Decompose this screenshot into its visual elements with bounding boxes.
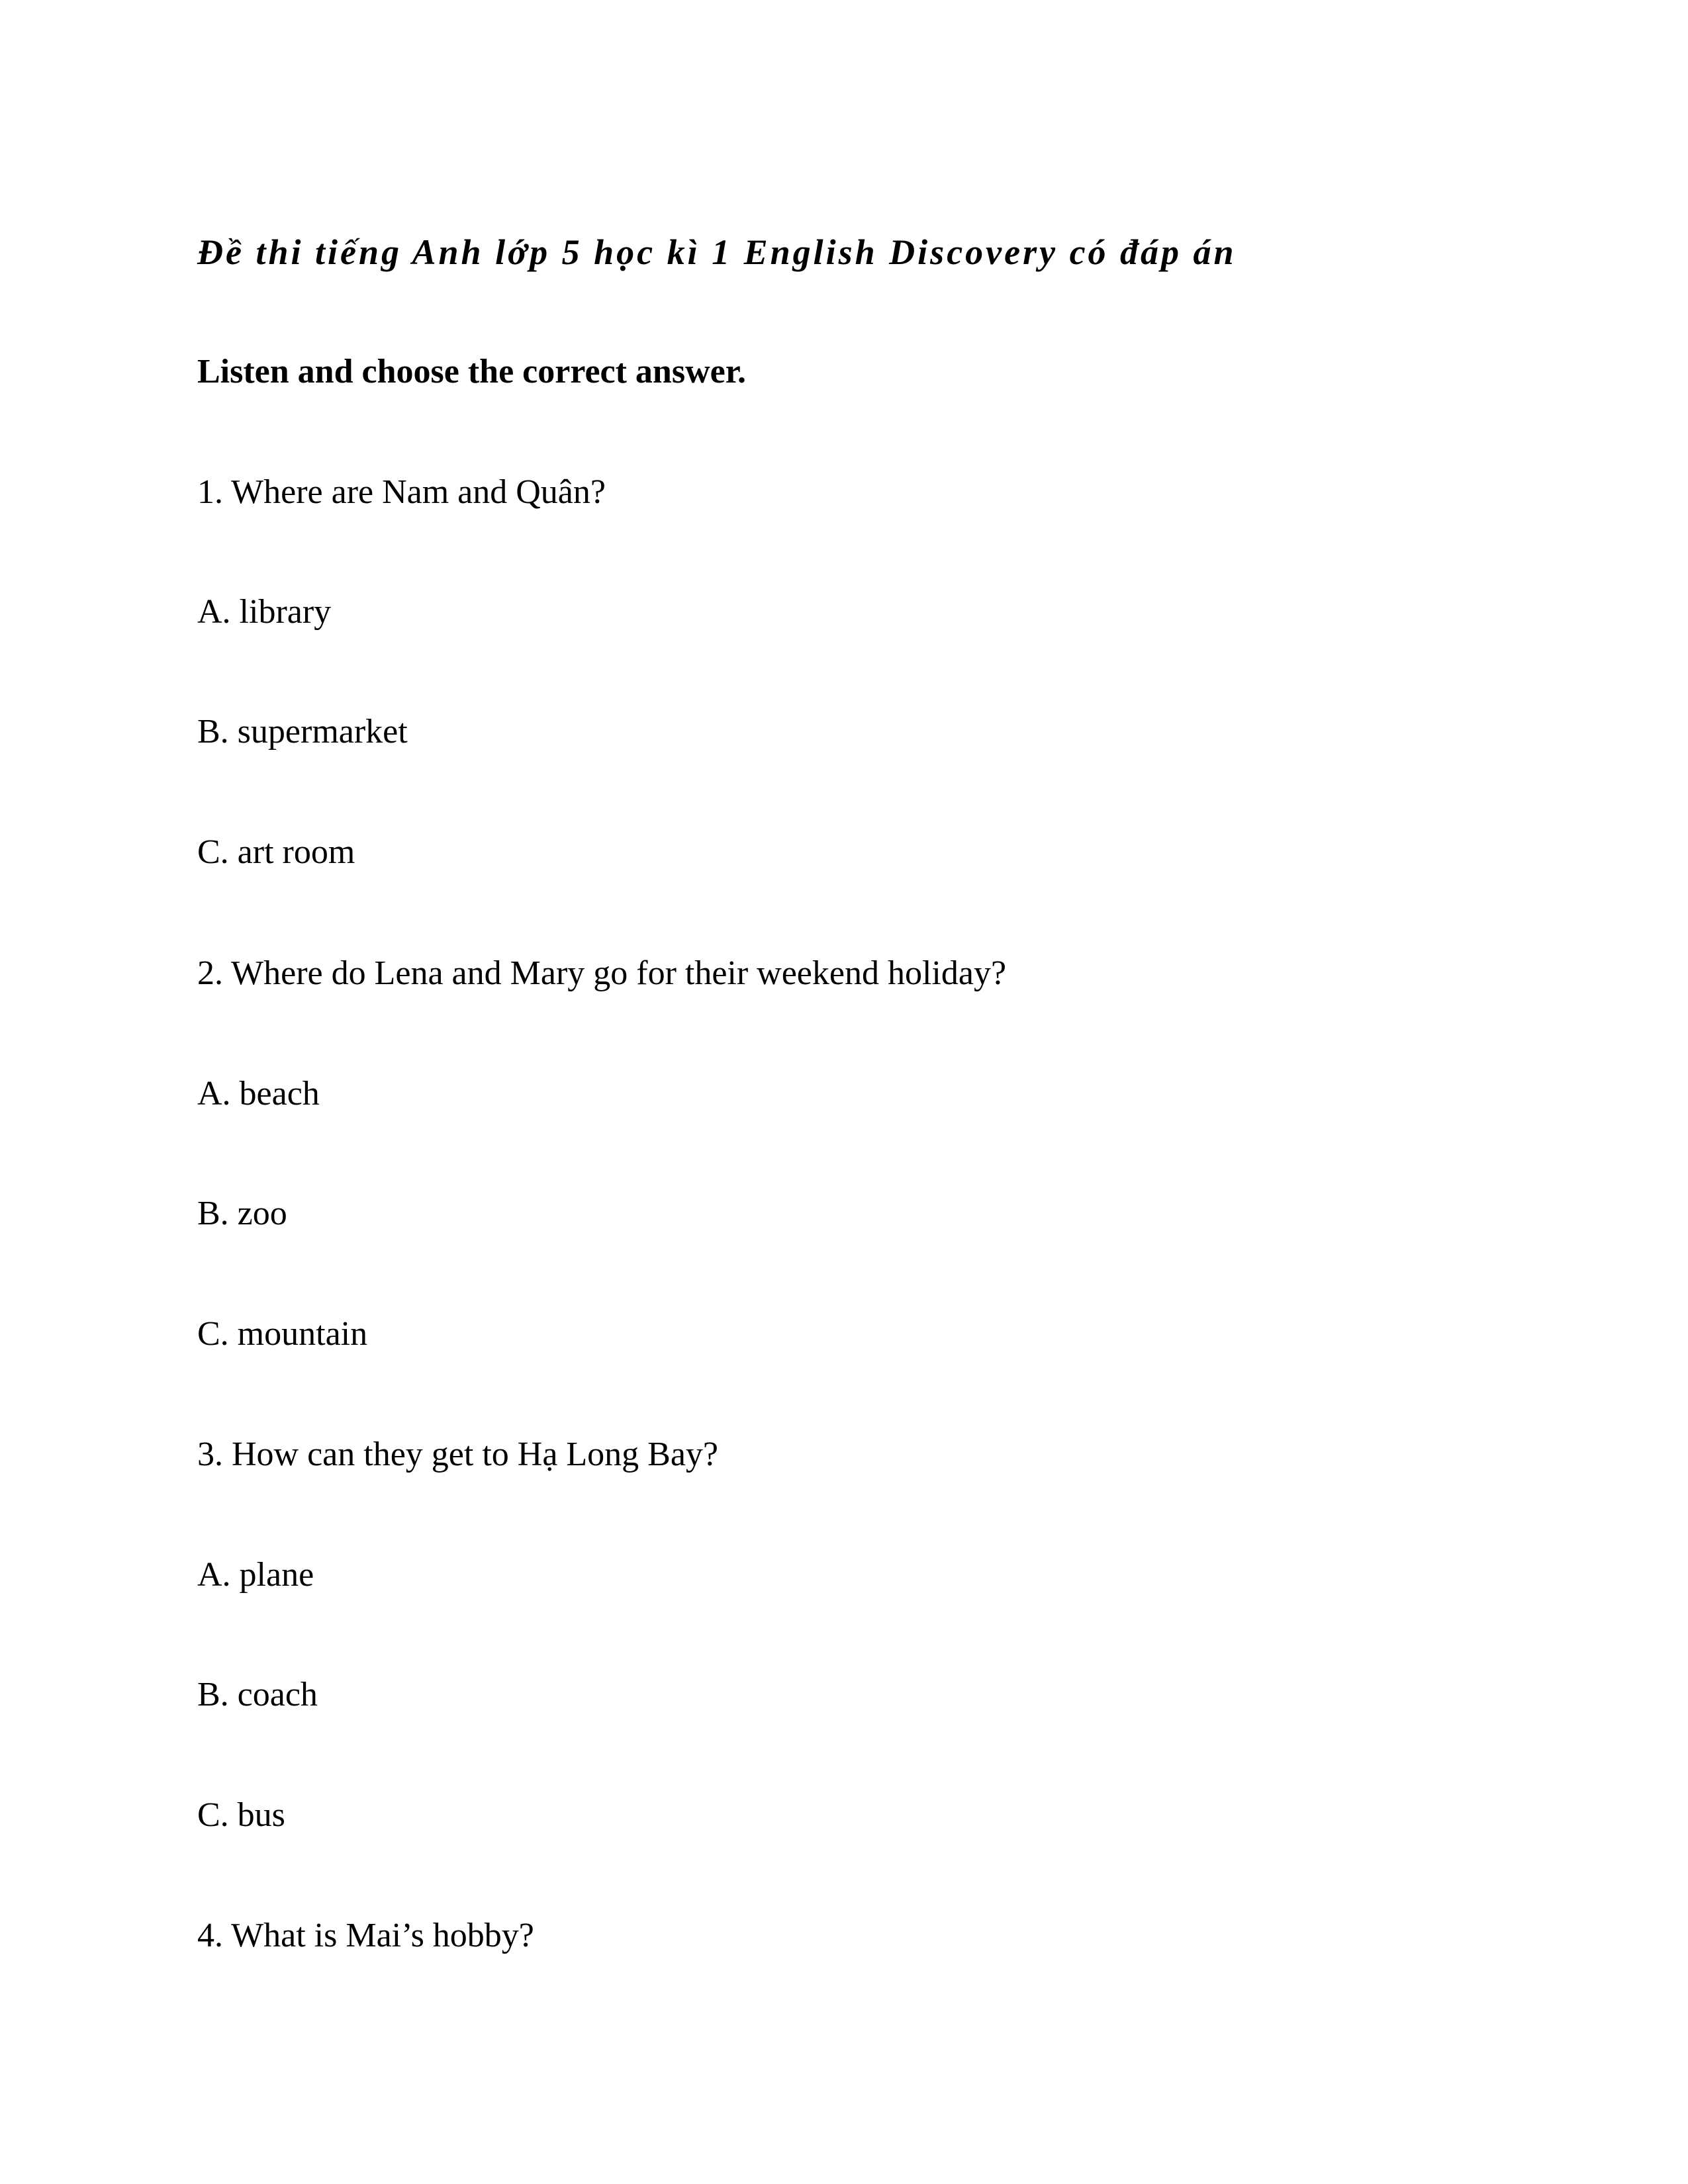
document-title: Đề thi tiếng Anh lớp 5 học kì 1 English Discovery có đáp án [197,232,1237,272]
question-1-option-c: C. art room [197,833,355,871]
question-4: 4. What is Mai’s hobby? [197,1917,534,1954]
question-2-option-c: C. mountain [197,1315,368,1353]
question-3-option-c: C. bus [197,1796,285,1834]
question-3-option-b: B. coach [197,1676,318,1713]
question-3-option-a: A. plane [197,1556,314,1594]
question-1: 1. Where are Nam and Quân? [197,473,606,511]
question-3: 3. How can they get to Hạ Long Bay? [197,1435,719,1473]
question-1-option-b: B. supermarket [197,713,408,751]
question-2-option-b: B. zoo [197,1195,287,1232]
question-2-option-a: A. beach [197,1075,320,1113]
question-2: 2. Where do Lena and Mary go for their weekend holiday? [197,954,1007,992]
section-instruction: Listen and choose the correct answer. [197,353,747,390]
question-1-option-a: A. library [197,593,332,631]
